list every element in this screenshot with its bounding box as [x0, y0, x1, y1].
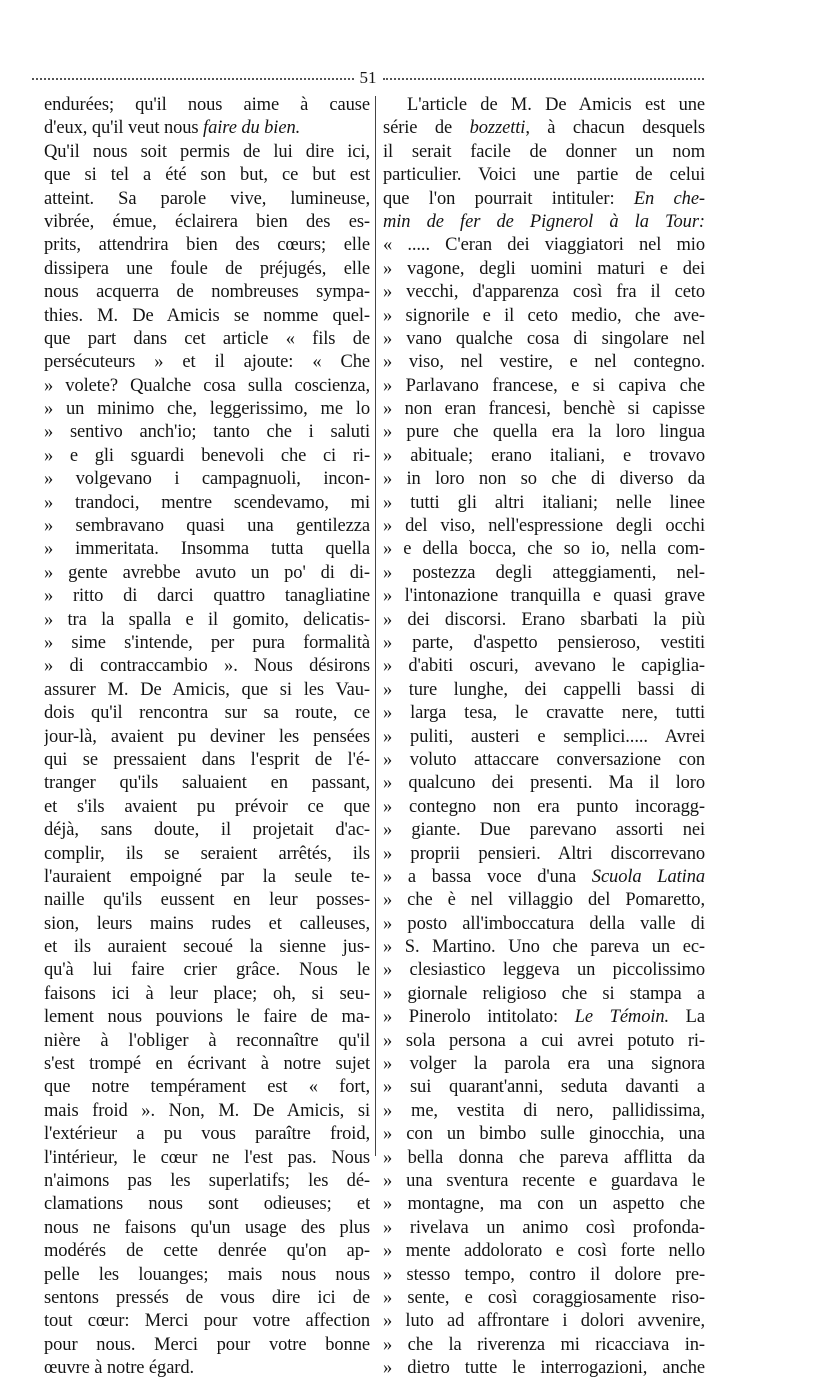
text-line: » tutti gli altri italiani; nelle linee — [383, 492, 705, 513]
text-line: nière à l'obliger à reconnaître qu'il — [44, 1030, 370, 1051]
text-line: » qualcuno dei presenti. Ma il loro — [383, 773, 705, 794]
text-line: pour nous. Merci pour votre bonne — [44, 1334, 370, 1355]
text-line: « ..... C'eran dei viaggiatori nel mio — [383, 235, 705, 256]
text-line: » una sventura recente e guardava le — [383, 1170, 705, 1191]
text-line: » un minimo che, leggerissimo, me lo — [44, 399, 370, 420]
text-line: » volete? Qualche cosa sulla coscienza, — [44, 375, 370, 396]
text-line: et ils auraient secoué la sienne jus- — [44, 937, 370, 958]
text-line: que part dans cet article « fils de — [44, 328, 370, 349]
text-line: que notre tempérament est « fort, — [44, 1077, 370, 1098]
text-line: assurer M. De Amicis, que si les Vau- — [44, 679, 370, 700]
text-line: l'auraient empoigné par la seule te- — [44, 866, 370, 887]
text-line: » volgevano i campagnuoli, incon- — [44, 469, 370, 490]
right-column — [383, 94, 705, 1380]
text-line: » Pinerolo intitolato: Le Témoin. La — [383, 1007, 705, 1028]
text-line: » sentivo anch'io; tanto che i saluti — [44, 422, 370, 443]
text-line: dissipera une foule de préjugés, elle — [44, 258, 370, 279]
text-line: » abituale; erano italiani, e trovavo — [383, 445, 705, 466]
text-line: » mente addolorato e così forte nello — [383, 1241, 705, 1262]
text-line: » sime s'intende, per pura formalità — [44, 632, 370, 653]
text-line: prits, attendrira bien des cœurs; elle — [44, 235, 370, 256]
text-line: » tra la spalla e il gomito, delicatis- — [44, 609, 370, 630]
text-line: » giante. Due parevano assorti nei — [383, 820, 705, 841]
text-line: » vecchi, d'apparenza così fra il ceto — [383, 282, 705, 303]
text-line: » e della bocca, che so io, nella com- — [383, 539, 705, 560]
text-line: » pure che quella era la loro lingua — [383, 422, 705, 443]
text-line: » giornale religioso che si stampa a — [383, 983, 705, 1004]
text-line: » posto all'imboccatura della valle di — [383, 913, 705, 934]
text-line: qui se pressaient dans l'esprit de l'é- — [44, 749, 370, 770]
text-line: L'article de M. De Amicis est une — [407, 95, 705, 115]
text-line: » in loro non so che di diverso da — [383, 469, 705, 490]
text-line: Qu'il nous soit permis de lui dire ici, — [44, 141, 370, 162]
text-line: » dei discorsi. Erano sbarbati la più — [383, 609, 705, 630]
page-number: 51 — [359, 68, 377, 87]
text-line: tranger qu'ils saluaient en passant, — [44, 773, 370, 794]
text-line: » clesiastico leggeva un piccolissimo — [383, 960, 705, 981]
text-line: » S. Martino. Uno che pareva un ec- — [383, 937, 705, 958]
text-line: » viso, nel vestire, e nel contegno. — [383, 352, 705, 373]
text-line: sion, leurs mains rudes et calleuses, — [44, 913, 370, 934]
text-line: série de bozzetti, à chacun desquels — [383, 118, 705, 139]
text-line: que si tel a été son but, ce but est — [44, 165, 370, 186]
text-line: faisons ici à leur place; oh, si seu- — [44, 983, 370, 1004]
text-line: » d'abiti oscuri, avevano le capiglia- — [383, 656, 705, 677]
text-line: » ture lunghe, dei cappelli bassi di — [383, 679, 705, 700]
text-line: lement nous pouvions le faire de ma- — [44, 1007, 370, 1028]
text-line: œuvre à notre égard. — [44, 1358, 195, 1379]
text-line: thies. M. De Amicis se nomme quel- — [44, 305, 370, 326]
text-line: » stesso tempo, contro il dolore pre- — [383, 1264, 705, 1285]
text-line: » rivelava un animo così profonda- — [383, 1217, 705, 1238]
text-line: clamations nous sont odieuses; et — [44, 1194, 370, 1215]
text-line: nous ne faisons qu'un usage des plus — [44, 1217, 370, 1238]
text-line: min de fer de Pignerol à la Tour: — [383, 211, 705, 232]
text-line: » sui quarant'anni, seduta davanti a — [383, 1077, 705, 1098]
text-line: nous acquerra de nombreuses sympa- — [44, 282, 370, 303]
text-line: n'aimons pas les superlatifs; les dé- — [44, 1170, 370, 1191]
text-line: » sente, e così coraggiosamente riso- — [383, 1287, 705, 1308]
text-line: particulier. Voici une partie de celui — [383, 165, 705, 186]
text-line: » Parlavano francese, e si capiva che — [383, 375, 705, 396]
text-line: pelle les louanges; mais nous nous — [44, 1264, 370, 1285]
text-line: atteint. Sa parole vive, lumineuse, — [44, 188, 370, 209]
text-line: l'extérieur a pu vous paraître froid, — [44, 1124, 370, 1145]
text-line: » larga tesa, le cravatte nere, tutti — [383, 703, 705, 724]
text-line: » volger la parola era una signora — [383, 1054, 705, 1075]
text-line: » vano qualche cosa di singolare nel — [383, 328, 705, 349]
header-rule-left — [32, 78, 354, 80]
text-line: d'eux, qu'il veut nous faire du bien. — [44, 118, 301, 139]
text-line: qu'à lui faire crier grâce. Nous le — [44, 960, 370, 981]
text-line: s'est trompé en écrivant à notre sujet — [44, 1054, 370, 1075]
page-header — [32, 68, 704, 88]
text-line: » a bassa voce d'una Scuola Latina — [383, 866, 705, 887]
text-line: que l'on pourrait intituler: En che- — [383, 188, 705, 209]
column-divider — [375, 96, 376, 1156]
left-column — [44, 94, 370, 1380]
text-line: » postezza degli atteggiamenti, nel- — [383, 562, 705, 583]
text-line: sentons pressés de vous dire ici de — [44, 1287, 370, 1308]
text-line: » contegno non era punto incoragg- — [383, 796, 705, 817]
text-line: » di contraccambio ». Nous désirons — [44, 656, 370, 677]
text-line: tout cœur: Merci pour votre affection — [44, 1311, 370, 1332]
text-line: modérés de cette denrée qu'on ap- — [44, 1241, 370, 1262]
text-line: » trandoci, mentre scendevamo, mi — [44, 492, 370, 513]
text-line: et s'ils avaient pu prévoir ce que — [44, 796, 370, 817]
text-line: endurées; qu'il nous aime à cause — [44, 95, 370, 115]
text-line: jour-là, avaient pu deviner les pensées — [44, 726, 370, 747]
text-line: » che è nel villaggio del Pomaretto, — [383, 890, 705, 911]
text-line: vibrée, émue, éclairera bien des es- — [44, 211, 370, 232]
text-line: » gente avrebbe avuto un po' di di- — [44, 562, 370, 583]
text-line: dois qu'il rencontra sur sa route, ce — [44, 703, 370, 724]
text-line: » parte, d'aspetto pensieroso, vestiti — [383, 632, 705, 653]
text-line: » proprii pensieri. Altri discorrevano — [383, 843, 705, 864]
text-line: » del viso, nell'espressione degli occhi — [383, 516, 705, 537]
text-line: il serait facile de donner un nom — [383, 141, 705, 162]
text-line: naille qu'ils eussent en leur posses- — [44, 890, 370, 911]
text-line: » voluto attaccare conversazione con — [383, 749, 705, 770]
text-line: » me, vestita di nero, pallidissima, — [383, 1100, 705, 1121]
text-line: mais froid ». Non, M. De Amicis, si — [44, 1100, 370, 1121]
text-line: » puliti, austeri e semplici..... Avrei — [383, 726, 705, 747]
text-line: » ritto di darci quattro tanagliatine — [44, 586, 370, 607]
text-line: » con un bimbo sulle ginocchia, una — [383, 1124, 705, 1145]
header-rule-right — [383, 78, 705, 80]
text-line: » bella donna che pareva afflitta da — [383, 1147, 705, 1168]
text-line: » sola persona a cui avrei potuto ri- — [383, 1030, 705, 1051]
text-line: » signorile e il ceto medio, che ave- — [383, 305, 705, 326]
text-line: » l'intonazione tranquilla e quasi grave — [383, 586, 705, 607]
text-line: complir, ils se seraient arrêtés, ils — [44, 843, 370, 864]
text-line: » vagone, degli uomini maturi e dei — [383, 258, 705, 279]
text-line: » sembravano quasi una gentilezza — [44, 516, 370, 537]
text-line: » immeritata. Insomma tutta quella — [44, 539, 370, 560]
text-line: » montagne, ma con un aspetto che — [383, 1194, 705, 1215]
text-line: » luto ad affrontare i dolori avvenire, — [383, 1311, 705, 1332]
text-line: l'intérieur, le cœur ne l'est pas. Nous — [44, 1147, 370, 1168]
text-line: déjà, sans doute, il projetait d'ac- — [44, 820, 370, 841]
text-line: » dietro tutte le interrogazioni, anche — [383, 1358, 705, 1379]
text-line: » che la riverenza mi ricacciava in- — [383, 1334, 705, 1355]
text-line: » e gli sguardi benevoli che ci ri- — [44, 445, 370, 466]
text-line: persécuteurs » et il ajoute: « Che — [44, 352, 370, 373]
text-line: » non eran francesi, benchè si capisse — [383, 399, 705, 420]
